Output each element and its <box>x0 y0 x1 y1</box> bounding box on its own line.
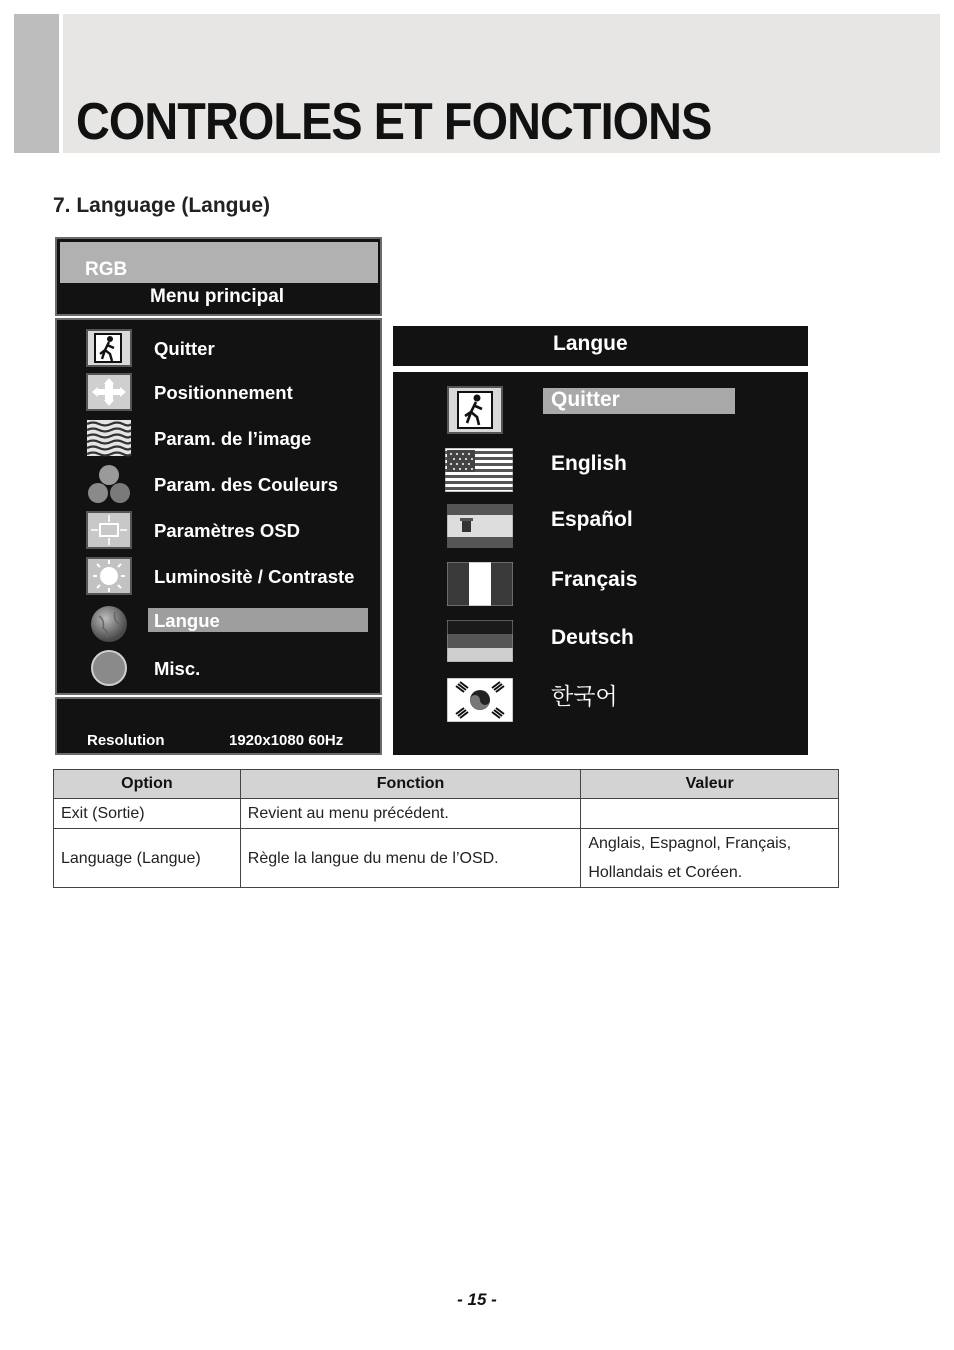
language-label-espanol: Español <box>551 508 633 531</box>
spain-flag-icon <box>447 504 513 548</box>
menu-item-positionnement[interactable] <box>57 372 384 418</box>
header-valeur: Valeur <box>581 770 839 799</box>
header-fonction: Fonction <box>240 770 581 799</box>
menu-label-image: Param. de l’image <box>154 428 312 449</box>
color-icon <box>85 464 133 504</box>
exit-icon <box>85 328 133 368</box>
menu-label-positionnement: Positionnement <box>154 382 293 403</box>
language-submenu <box>393 369 808 755</box>
us-flag-icon <box>445 448 513 492</box>
menu-label-langue: Langue <box>154 610 220 631</box>
exit-icon <box>447 386 503 434</box>
table-header-row <box>54 770 839 799</box>
table-row <box>54 799 839 829</box>
misc-icon <box>85 648 133 688</box>
language-item-deutsch[interactable] <box>393 620 808 670</box>
osd-main-menu <box>55 318 382 695</box>
germany-flag-icon <box>447 620 513 662</box>
page-title: CONTROLES ET FONCTIONS <box>76 93 712 151</box>
language-item-quitter[interactable] <box>393 372 808 422</box>
header-accent-bar <box>14 14 59 153</box>
france-flag-icon <box>447 562 513 606</box>
menu-item-misc[interactable] <box>57 648 384 694</box>
options-table <box>53 769 839 888</box>
main-menu-title: Menu principal <box>150 286 285 307</box>
osd-source-panel <box>55 237 382 316</box>
page-number: - 15 - <box>457 1290 497 1309</box>
language-submenu-title: Langue <box>553 332 628 355</box>
resolution-panel <box>55 697 382 755</box>
language-label-deutsch: Deutsch <box>551 626 634 649</box>
osd-icon <box>85 510 133 550</box>
menu-item-quitter[interactable] <box>57 328 384 374</box>
image-icon <box>85 418 133 458</box>
language-item-francais[interactable] <box>393 560 808 610</box>
table-row <box>54 829 839 888</box>
cell-fonction: Règle la langue du menu de l’OSD. <box>240 829 581 888</box>
korea-flag-icon <box>447 678 513 722</box>
cell-valeur: Anglais, Espagnol, Français, Hollandais et Coréen. <box>581 829 839 888</box>
cell-option: Language (Langue) <box>54 829 241 888</box>
menu-label-couleurs: Param. des Couleurs <box>154 474 339 495</box>
globe-icon <box>85 602 133 642</box>
position-icon <box>85 372 133 412</box>
menu-item-langue[interactable] <box>57 602 384 648</box>
section-title: 7. Language (Langue) <box>53 194 271 217</box>
menu-label-quitter: Quitter <box>154 338 215 359</box>
menu-item-osd[interactable] <box>57 510 384 556</box>
menu-label-misc: Misc. <box>154 658 201 679</box>
brightness-icon <box>85 556 133 596</box>
source-label: RGB <box>85 259 128 280</box>
cell-fonction: Revient au menu précédent. <box>240 799 581 829</box>
header-option: Option <box>54 770 241 799</box>
cell-valeur <box>581 799 839 829</box>
language-label-francais: Français <box>551 568 638 591</box>
language-label-english: English <box>551 452 627 475</box>
language-item-espanol[interactable] <box>393 500 808 550</box>
language-item-korean[interactable] <box>393 676 808 726</box>
menu-label-luminosite: Luminositè / Contraste <box>154 566 355 587</box>
language-submenu-header <box>393 326 808 366</box>
menu-item-couleurs[interactable] <box>57 464 384 510</box>
language-label-korean: 한국어 <box>551 684 618 710</box>
resolution-value: 1920x1080 60Hz <box>229 732 344 749</box>
language-item-english[interactable] <box>393 440 808 490</box>
cell-option: Exit (Sortie) <box>54 799 241 829</box>
menu-item-image[interactable] <box>57 418 384 464</box>
menu-item-luminosite[interactable] <box>57 556 384 602</box>
menu-label-osd: Paramètres OSD <box>154 520 301 541</box>
language-label-quitter: Quitter <box>551 388 620 411</box>
resolution-label: Resolution <box>87 732 165 749</box>
